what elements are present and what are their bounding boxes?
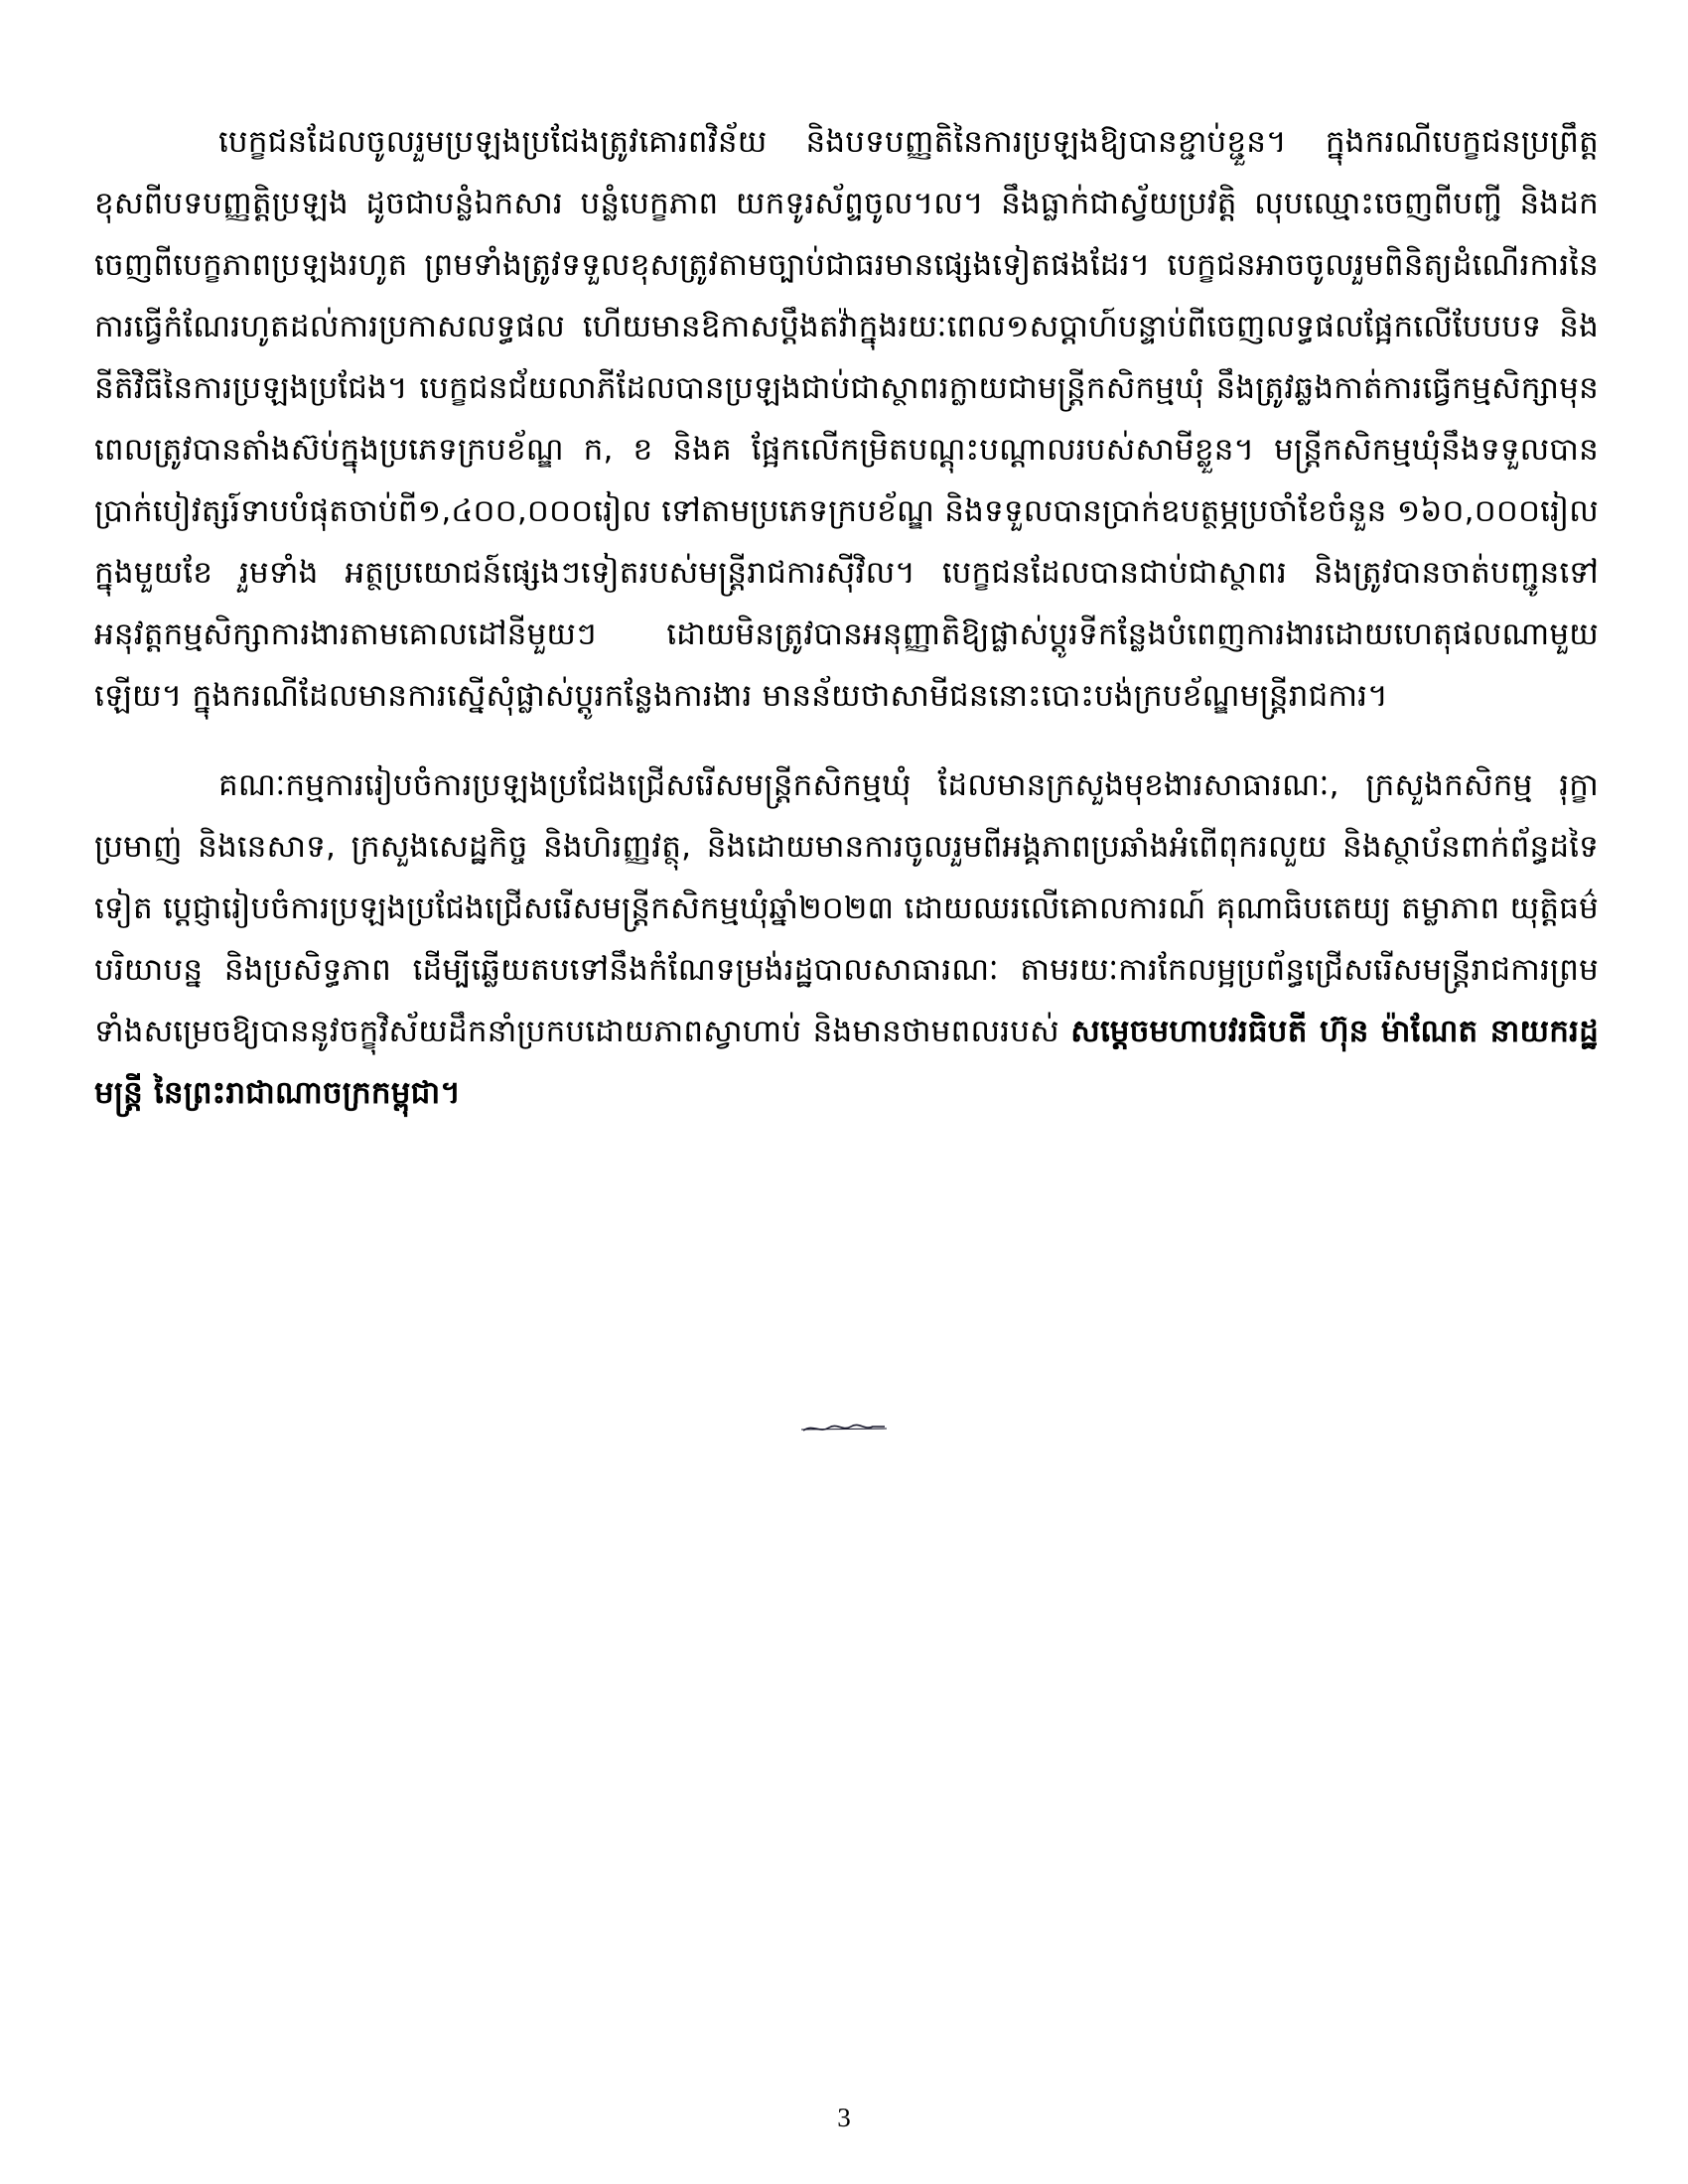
- divider-squiggle-icon: [799, 1418, 889, 1439]
- paragraph-exam-discipline: [94, 111, 1599, 727]
- paragraph-exam-committee: [94, 754, 1599, 1124]
- page-number: 3: [837, 2103, 851, 2132]
- section-divider: [0, 1418, 1688, 1443]
- document-body: [94, 111, 1599, 1124]
- paragraph-text: បេក្ខជនដែលចូលរួមប្រឡងប្រជែងត្រូវគោរពវិន័យ និងបទបញ្ញតិនៃការប្រឡងឱ្យបានខ្ជាប់ខ្ជួន។ ក្នុងករណីបេក្ខជនប្រព្រឹត្តខុសពីបទបញ្ញត្តិប្រឡង ដូចជាបន្លំឯកសារ បន្លំបេក្ខភាព យកទូរស័ព្ទចូល។ល។ នឹងធ្លាក់ជាស្វ័យប្រវត្តិ លុបឈ្មោះចេញពីបញ្ជី និងដកចេញពីបេក្ខភាពប្រឡងរហូត ព្រមទាំងត្រូវទទួលខុសត្រូវតាមច្បាប់ជាធរមានផ្សេងទៀតផងដែរ។ បេក្ខជនអាចចូលរួមពិនិត្យដំណើរការនៃការធ្វើកំណែរហូតដល់ការប្រកាសលទ្ធផល ហើយមានឱកាសប្ដឹងតវ៉ាក្នុងរយៈពេល១សប្ដាហ៍បន្ទាប់ពីចេញលទ្ធផលផ្អែកលើបែបបទ និងនីតិវិធីនៃការប្រឡងប្រជែង។ បេក្ខជនជ័យលាភីដែលបានប្រឡងជាប់ជាស្ថាពរក្លាយជាមន្ត្រីកសិកម្មឃុំ នឹងត្រូវឆ្លងកាត់ការធ្វើកម្មសិក្សាមុនពេលត្រូវបានតាំងស៊ប់ក្នុងប្រភេទក្របខ័ណ្ឌ ក, ខ និងគ ផ្អែកលើកម្រិតបណ្ដុះបណ្ដាលរបស់សាមីខ្លួន។ មន្ត្រីកសិកម្មឃុំនឹងទទួលបានប្រាក់បៀវត្សរ៍ទាបបំផុតចាប់ពី១,៤០០,០០០រៀល ទៅតាមប្រភេទក្របខ័ណ្ឌ និងទទួលបានប្រាក់ឧបត្ថម្ភប្រចាំខែចំនួន ១៦០,០០០រៀល ក្នុងមួយខែ រួមទាំង អត្ថប្រយោជន៍ផ្សេងៗទៀតរបស់មន្ត្រីរាជការស៊ីវិល។ បេក្ខជនដែលបានជាប់ជាស្ថាពរ និងត្រូវបានចាត់បញ្ជូនទៅអនុវត្តកម្មសិក្សាការងារតាមគោលដៅនីមួយៗ ដោយមិនត្រូវបានអនុញ្ញាតិឱ្យផ្លាស់ប្ដូរទីកន្លែងបំពេញការងារដោយហេតុផលណាមួយឡើយ។ ក្នុងករណីដែលមានការស្នើសុំផ្លាស់ប្ដូរកន្លែងការងារ មានន័យថាសាមីជននោះបោះបង់ក្របខ័ណ្ឌមន្ត្រីរាជការ។: [94, 124, 1599, 714]
- prime-minister-title-bold-text: សម្ដេចមហាបវរធិបតី ហ៊ុន ម៉ាណែត នាយករដ្ឋមន្ត្រី នៃព្រះរាជាណាចក្រកម្ពុជា។: [94, 1014, 1599, 1111]
- paragraph-text: គណៈកម្មការរៀបចំការប្រឡងប្រជែងជ្រើសរើសមន្ត្រីកសិកម្មឃុំ ដែលមានក្រសួងមុខងារសាធារណៈ, ក្រសួងកសិកម្ម រុក្ខាប្រមាញ់ និងនេសាទ, ក្រសួងសេដ្ឋកិច្ច និងហិរញ្ញវត្ថុ, និងដោយមានការចូលរួមពីអង្គភាពប្រឆាំងអំពើពុករលួយ និងស្ថាប័នពាក់ព័ន្ធដទៃទៀត ប្ដេជ្ញារៀបចំការប្រឡងប្រជែងជ្រើសរើសមន្ត្រីកសិកម្មឃុំឆ្នាំ២០២៣ ដោយឈរលើគោលការណ៍ គុណាធិបតេយ្យ តម្លាភាព យុត្តិធម៌ បរិយាបន្ន និងប្រសិទ្ធភាព ដើម្បីឆ្លើយតបទៅនឹងកំណែទម្រង់រដ្ឋបាលសាធារណៈ តាមរយៈការកែលម្អប្រព័ន្ធជ្រើសរើសមន្ត្រីរាជការព្រមទាំងសម្រេចឱ្យបាននូវចក្ខុវិស័យដឹកនាំប្រកបដោយភាពស្វាហាប់ និងមានថាមពលរបស់: [94, 767, 1599, 1049]
